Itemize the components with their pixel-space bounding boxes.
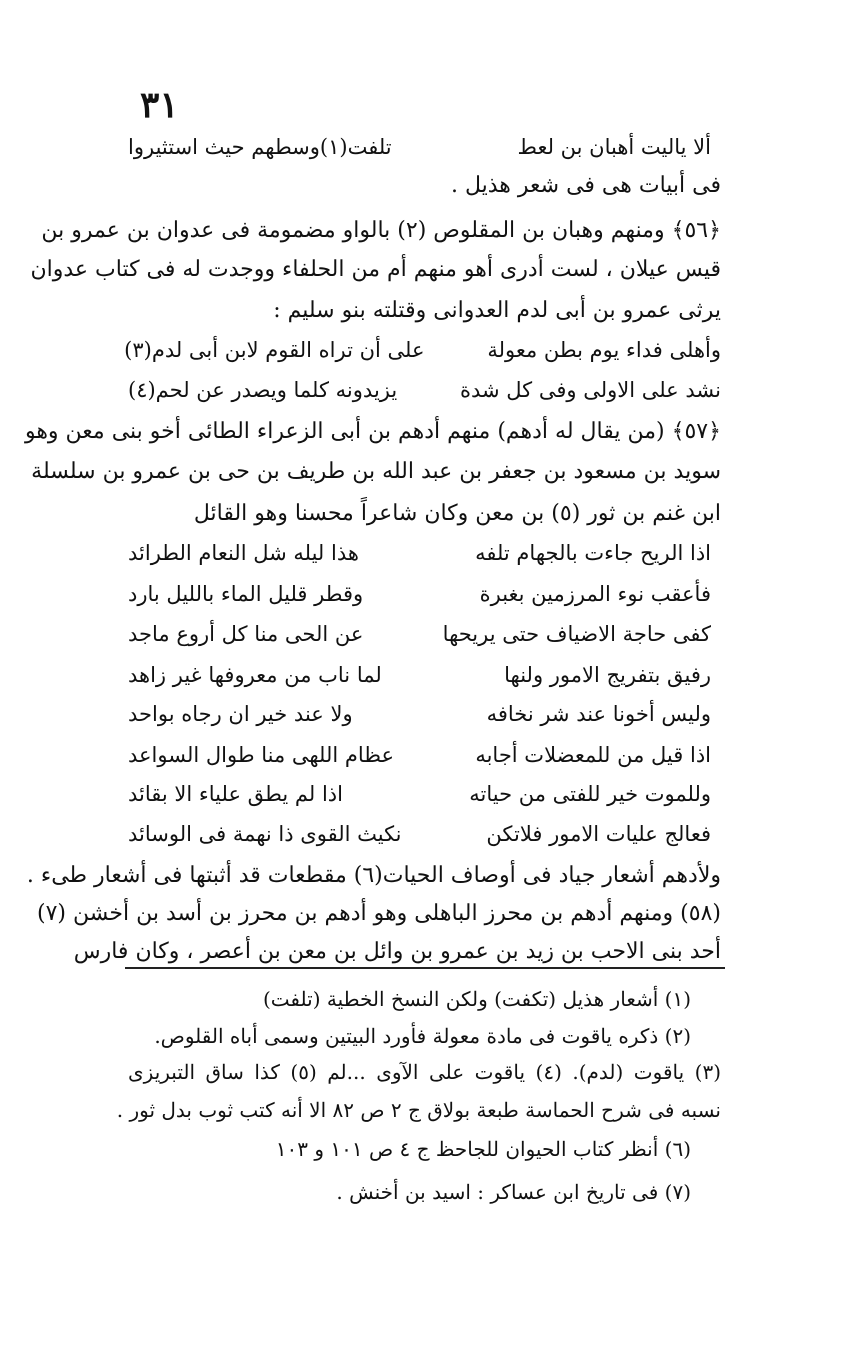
footnote: (٧) فى تاريخ ابن عساكر : اسيد بن أخنش . [336,1180,691,1204]
footnote: (٢) ذكره ياقوت فى مادة معولة فأورد البيتين وسمى أباه القلوص. [154,1024,691,1048]
verse-hemistich-2: ولا عند خير ان رجاه بواحد [128,702,353,726]
verse-hemistich-2: على أن تراه القوم لابن أبى لدم(٣) [124,338,425,362]
text-line: أحد بنى الاحب بن زيد بن عمرو بن وائل بن معن بن أعصر ، وكان فارس [73,939,721,964]
footnote: نسبه فى شرح الحماسة طبعة بولاق ج ٢ ص ٨٢ الا أنه كتب ثوب بدل ثور . [116,1098,721,1122]
verse-hemistich-1: رفيق بتفريج الامور ولنها [504,663,711,687]
text-line: قيس عيلان ، لست أدرى أهو منهم أم من الحلفاء ووجدت له فى كتاب عدوان [30,257,721,282]
footnote: (١) أشعار هذيل (تكفت) ولكن النسخ الخطية (تلفت) [262,987,691,1011]
text-line: ﴿٥٧﴾ (من يقال له أدهم) منهم أدهم بن أبى الزعراء الطائى أخو بنى معن وهو [24,419,721,444]
verse-hemistich-1: نشد على الاولى وفى كل شدة [459,378,721,402]
verse-hemistich-2: عن الحى منا كل أروع ماجد [128,622,364,646]
verse-hemistich-1: وأهلى فداء يوم بطن معولة [487,338,721,362]
verse-hemistich-1: فعالج عليات الامور فلاتكن [486,822,711,846]
verse-hemistich-1: كفى حاجة الاضياف حتى يريحها [442,622,711,646]
verse-hemistich-2: لما ناب من معروفها غير زاهد [128,663,382,687]
text-line: ابن غنم بن ثور (٥) بن معن وكان شاعراً محسنا وهو القائل [193,501,721,526]
verse-hemistich-2: هذا ليله شل النعام الطرائد [128,541,359,565]
verse-hemistich-2: وقطر قليل الماء بالليل بارد [128,582,364,606]
verse-hemistich-1: اذا قيل من للمعضلات أجابه [475,743,711,767]
verse-hemistich-2: عظام اللهى منا طوال السواعد [128,743,395,767]
text-line: يرثى عمرو بن أبى لدم العدوانى وقتلته بنو سليم : [273,298,721,323]
verse-hemistich-1: وليس أخونا عند شر نخافه [486,702,711,726]
verse-hemistich-1: وللموت خير للفتى من حياته [469,782,711,806]
text-line: ﴿٥٦﴾ ومنهم وهبان بن المقلوص (٢) بالواو مضمومة فى عدوان بن عمرو بن [41,218,721,243]
page-number: ٣١ [140,84,179,126]
verse-hemistich-2: نكيث القوى ذا نهمة فى الوسائد [128,822,402,846]
verse-hemistich-2: اذا لم يطق علياء الا بقائد [128,782,343,806]
footnote: (٦) أنظر كتاب الحيوان للجاحظ ج ٤ ص ١٠١ و ١٠٣ [275,1137,691,1161]
text-line: (٥٨) ومنهم أدهم بن محرز الباهلى وهو أدهم بن محرز بن أسد بن أخشن (٧) [37,901,721,926]
verse-hemistich-1: فأعقب نوء المرزمين بغبرة [479,582,711,606]
verse-hemistich-2: تلفت(١)وسطهم حيث استثيروا [128,135,392,159]
text-line: ولأدهم أشعار جياد فى أوصاف الحيات(٦) مقطعات قد أثبتها فى أشعار طىء . [26,863,721,888]
text-line: سويد بن مسعود بن جعفر بن عبد الله بن طريف بن حى بن عمرو بن سلسلة [31,459,721,484]
verse-hemistich-1: ألا ياليت أهبان بن لعط [517,135,711,159]
verse-hemistich-1: اذا الريح جاءت بالجهام تلفه [475,541,711,565]
text-line: فى أبيات هى فى شعر هذيل . [450,173,721,198]
verse-hemistich-2: يزيدونه كلما ويصدر عن لحم(٤) [128,378,398,402]
footnotes [24,0,722,1346]
footnote: (٣) ياقوت (لدم). (٤) ياقوت على الآوى ...لم (٥) كذا ساق التبريزى [128,1060,722,1084]
